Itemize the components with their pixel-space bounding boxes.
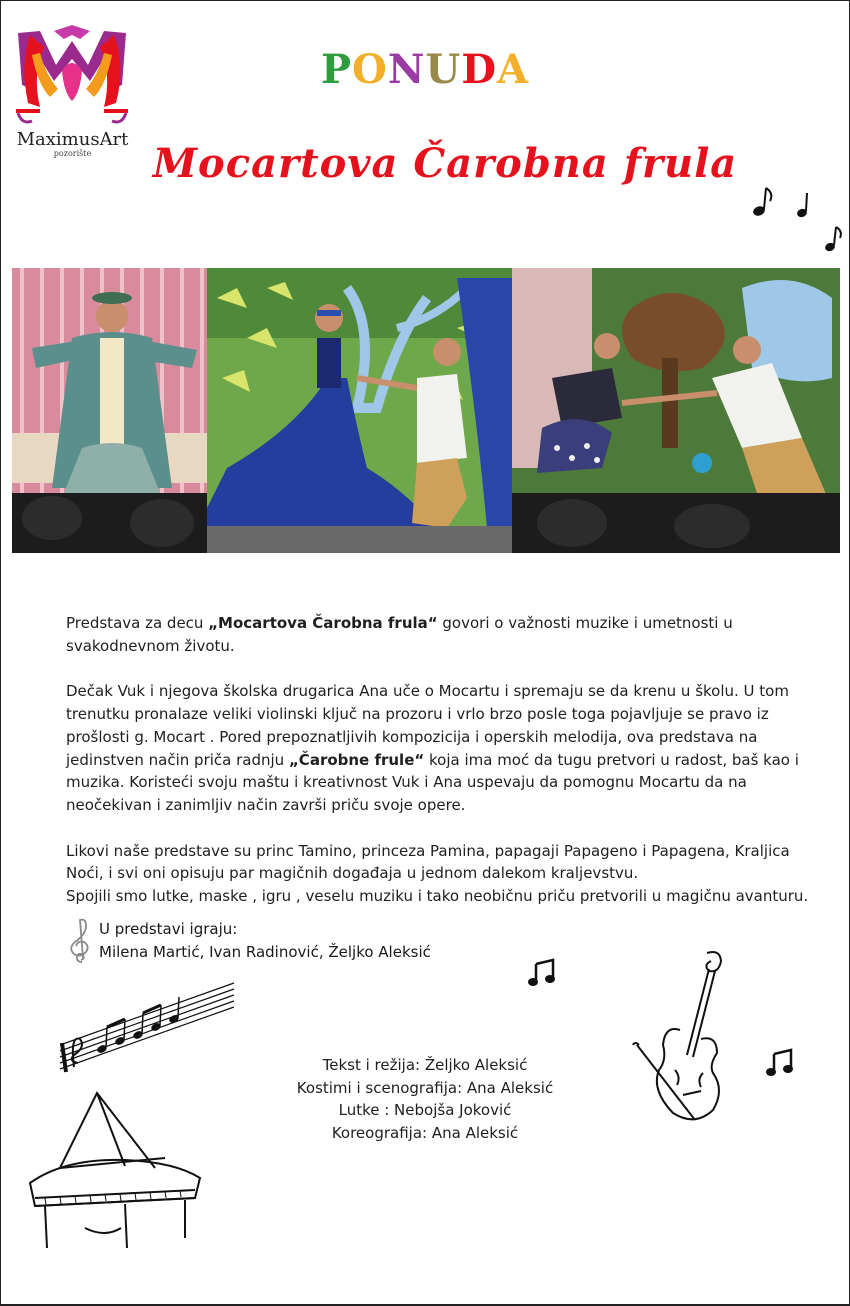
music-note-icon xyxy=(750,185,845,255)
logo-subtitle: pozorište xyxy=(53,149,92,158)
kicker-letter: U xyxy=(425,46,462,93)
description-text xyxy=(66,612,826,908)
summary-paragraph: Spojili smo lutke, maske , igru , veselu muziku i tako neobičnu priču pretvorili u magičnu avanturu. xyxy=(66,887,809,906)
characters-paragraph: Likovi naše predstave su princ Tamino, princeza Pamina, papagaji Papageno i Papagena, Kraljica Noći, i svi oni opisuju par magičnih događaja u jednom dalekom kraljevstvu. xyxy=(66,841,790,883)
credit-line: Tekst i režija: Željko Aleksić xyxy=(322,1056,528,1074)
mozart-actor-photo xyxy=(12,268,207,553)
credit-line: Kostimi i scenografija: Ana Aleksić xyxy=(296,1078,554,1097)
music-note-icon xyxy=(765,1048,795,1078)
kicker-letter: A xyxy=(497,46,530,93)
credit-line: Koreografija: Ana Aleksić xyxy=(331,1123,519,1142)
photo-strip xyxy=(12,268,840,553)
opera-name-bold: „Čarobne frule“ xyxy=(288,750,425,769)
kicker-letter: O xyxy=(352,46,388,93)
dancers-photo xyxy=(512,268,840,553)
logo-name: MaximusArt xyxy=(16,129,129,150)
cast-names: Milena Martić, Ivan Radinović, Željko Aleksić xyxy=(99,942,431,961)
show-name-bold: „Mocartova Čarobna frula“ xyxy=(208,614,438,632)
story-paragraph: Dečak Vuk i njegova školska drugarica Ana uče o Mocartu i spremaju se da krenu u školu. U tom trenutku pronalaze veliki violinski ključ na prozoru i vrlo brzo posle toga pojavljuje se pravo iz prošlosti g. Mocart . Pored prepoznatljivih kompozicija i operskih melodija, ova predstava na jedinstven način priča radnju „Čarobne frule“ koja ima moć da tugu pretvori u radost, baš kao i muzika. Koristeći svoju maštu i kreativnost Vuk i Ana uspevaju da pomognu Mocartu da na neočekivan i zanimljiv način završi priču svoje opere. xyxy=(66,682,799,814)
offer-kicker xyxy=(0,46,850,93)
grand-piano-drawing xyxy=(25,1088,205,1253)
violin-drawing xyxy=(625,945,730,1135)
treble-clef-icon xyxy=(66,918,96,964)
kicker-letter: N xyxy=(387,46,426,93)
intro-paragraph: Predstava za decu „Mocartova Čarobna frula“ govori o važnosti muzike i umetnosti u svakodnevnom životu. xyxy=(66,614,733,655)
music-note-icon xyxy=(527,958,557,988)
pamina-tamino-photo xyxy=(207,268,512,553)
cast-heading: U predstavi igraju: xyxy=(99,920,238,938)
show-title: Mocartova Čarobna frula xyxy=(152,140,738,187)
kicker-letter: D xyxy=(461,46,497,93)
credits-block xyxy=(250,1054,600,1144)
credit-line: Lutke : Nebojša Joković xyxy=(338,1101,512,1119)
staff-notes-drawing xyxy=(52,975,242,1075)
kicker-letter: P xyxy=(320,46,353,93)
